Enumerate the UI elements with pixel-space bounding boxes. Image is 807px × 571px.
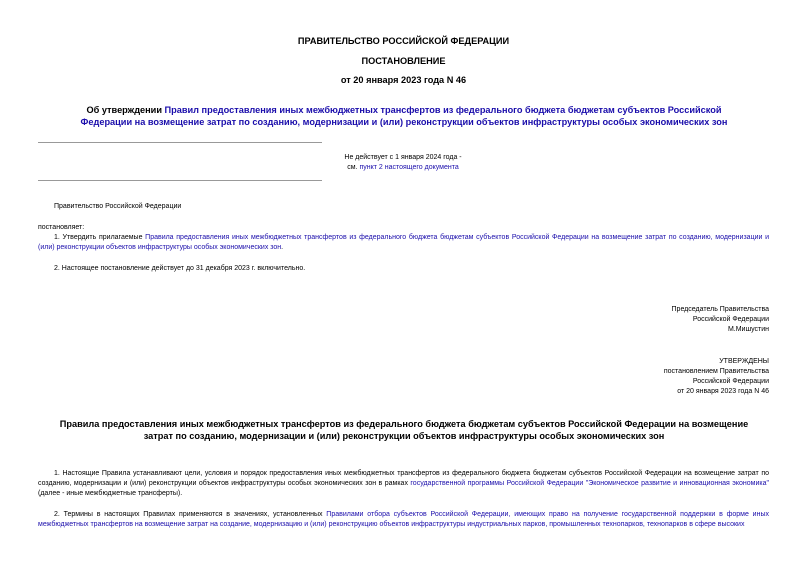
rules-p2-prefix: 2. Термины в настоящих Правилах применяются в значениях, установленных — [54, 511, 327, 518]
government-line: Правительство Российской Федерации — [54, 203, 182, 210]
rules-paragraph-2 — [38, 510, 769, 532]
signature-block — [509, 305, 769, 335]
approved-line2: постановлением Правительства — [663, 368, 769, 375]
signature-name: М.Мишустин — [727, 326, 769, 333]
approved-line4: от 20 января 2023 года N 46 — [677, 388, 769, 395]
rules-p1-suffix: (далее - иные межбюджетные трансферты). — [38, 490, 183, 497]
approved-line1: УТВЕРЖДЕНЫ — [719, 358, 769, 365]
status-note — [297, 153, 509, 173]
status-note-prefix: см. — [347, 164, 360, 171]
divider-bottom — [38, 180, 322, 181]
item-2: 2. Настоящее постановление действует до 31 декабря 2023 г. включительно. — [54, 265, 306, 272]
doc-title-link[interactable]: Правил предоставления иных межбюджетных трансфертов из федерального бюджета бюджетам субъектов Российской Федерации на возмещение затрат по созданию, модернизации и (или) реконструкции объектов инфраструктуры особых экономических зон — [80, 105, 728, 127]
rules-p1-prefix: 1. Настоящие Правила устанавливают цели, условия и порядок предоставления иных межбюджетных трансфертов из федерального бюджета бюджетам субъектов Российской Федерации на возмещение затрат по созданию, модернизации и (или) реконструкции объектов инфраструктуры особых экономических зон в рамках — [38, 470, 769, 487]
rules-title: Правила предоставления иных межбюджетных трансфертов из федерального бюджета бюджетам субъектов Российской Федерации на возмещение затрат по созданию, модернизации и (или) реконструкции объектов инфраструктуры особых экономических зон — [59, 419, 749, 441]
status-note-link[interactable]: пункт 2 настоящего документа — [359, 164, 459, 171]
rules-p1-link[interactable]: государственной программы Российской Федерации "Экономическое развитие и инновационная экономика" — [410, 480, 769, 487]
signature-line1: Председатель Правительства — [671, 306, 769, 313]
signature-line2: Российской Федерации — [692, 316, 769, 323]
doc-title-prefix: Об утверждении — [86, 105, 165, 115]
divider-top — [38, 142, 322, 143]
item-1-suffix: . — [281, 244, 284, 251]
doc-type: ПОСТАНОВЛЕНИЕ — [361, 56, 446, 66]
status-note-line1: Не действует с 1 января 2024 года - — [344, 154, 462, 161]
approved-line3: Российской Федерации — [692, 378, 769, 385]
doc-title — [62, 104, 746, 128]
rules-p2-link[interactable]: Правилами отбора субъектов Российской Федерации, имеющих право на получение государственной поддержки в форме иных межбюджетных трансфертов на возмещение затрат на создание, модернизацию и (или) реконструкцию объектов инфраструктуры индустриальных парков, промышленных технопарков, технопарков в сфере высоких — [38, 511, 769, 528]
item-1-link[interactable]: Правила предоставления иных межбюджетных трансфертов из федерального бюджета бюджетам субъектов Российской Федерации на возмещение затрат по созданию, модернизации и (или) реконструкции объектов инфраструктуры особых экономических зон — [38, 234, 769, 251]
approved-block — [509, 357, 769, 397]
resolves-line: постановляет: — [38, 224, 85, 231]
doc-date-number: от 20 января 2023 года N 46 — [340, 75, 467, 85]
status-note-line2 — [297, 163, 509, 173]
item-1 — [38, 233, 769, 253]
rules-paragraph-1 — [38, 469, 769, 499]
item-1-prefix: 1. Утвердить прилагаемые — [54, 234, 146, 241]
org-name: ПРАВИТЕЛЬСТВО РОССИЙСКОЙ ФЕДЕРАЦИИ — [297, 36, 510, 46]
